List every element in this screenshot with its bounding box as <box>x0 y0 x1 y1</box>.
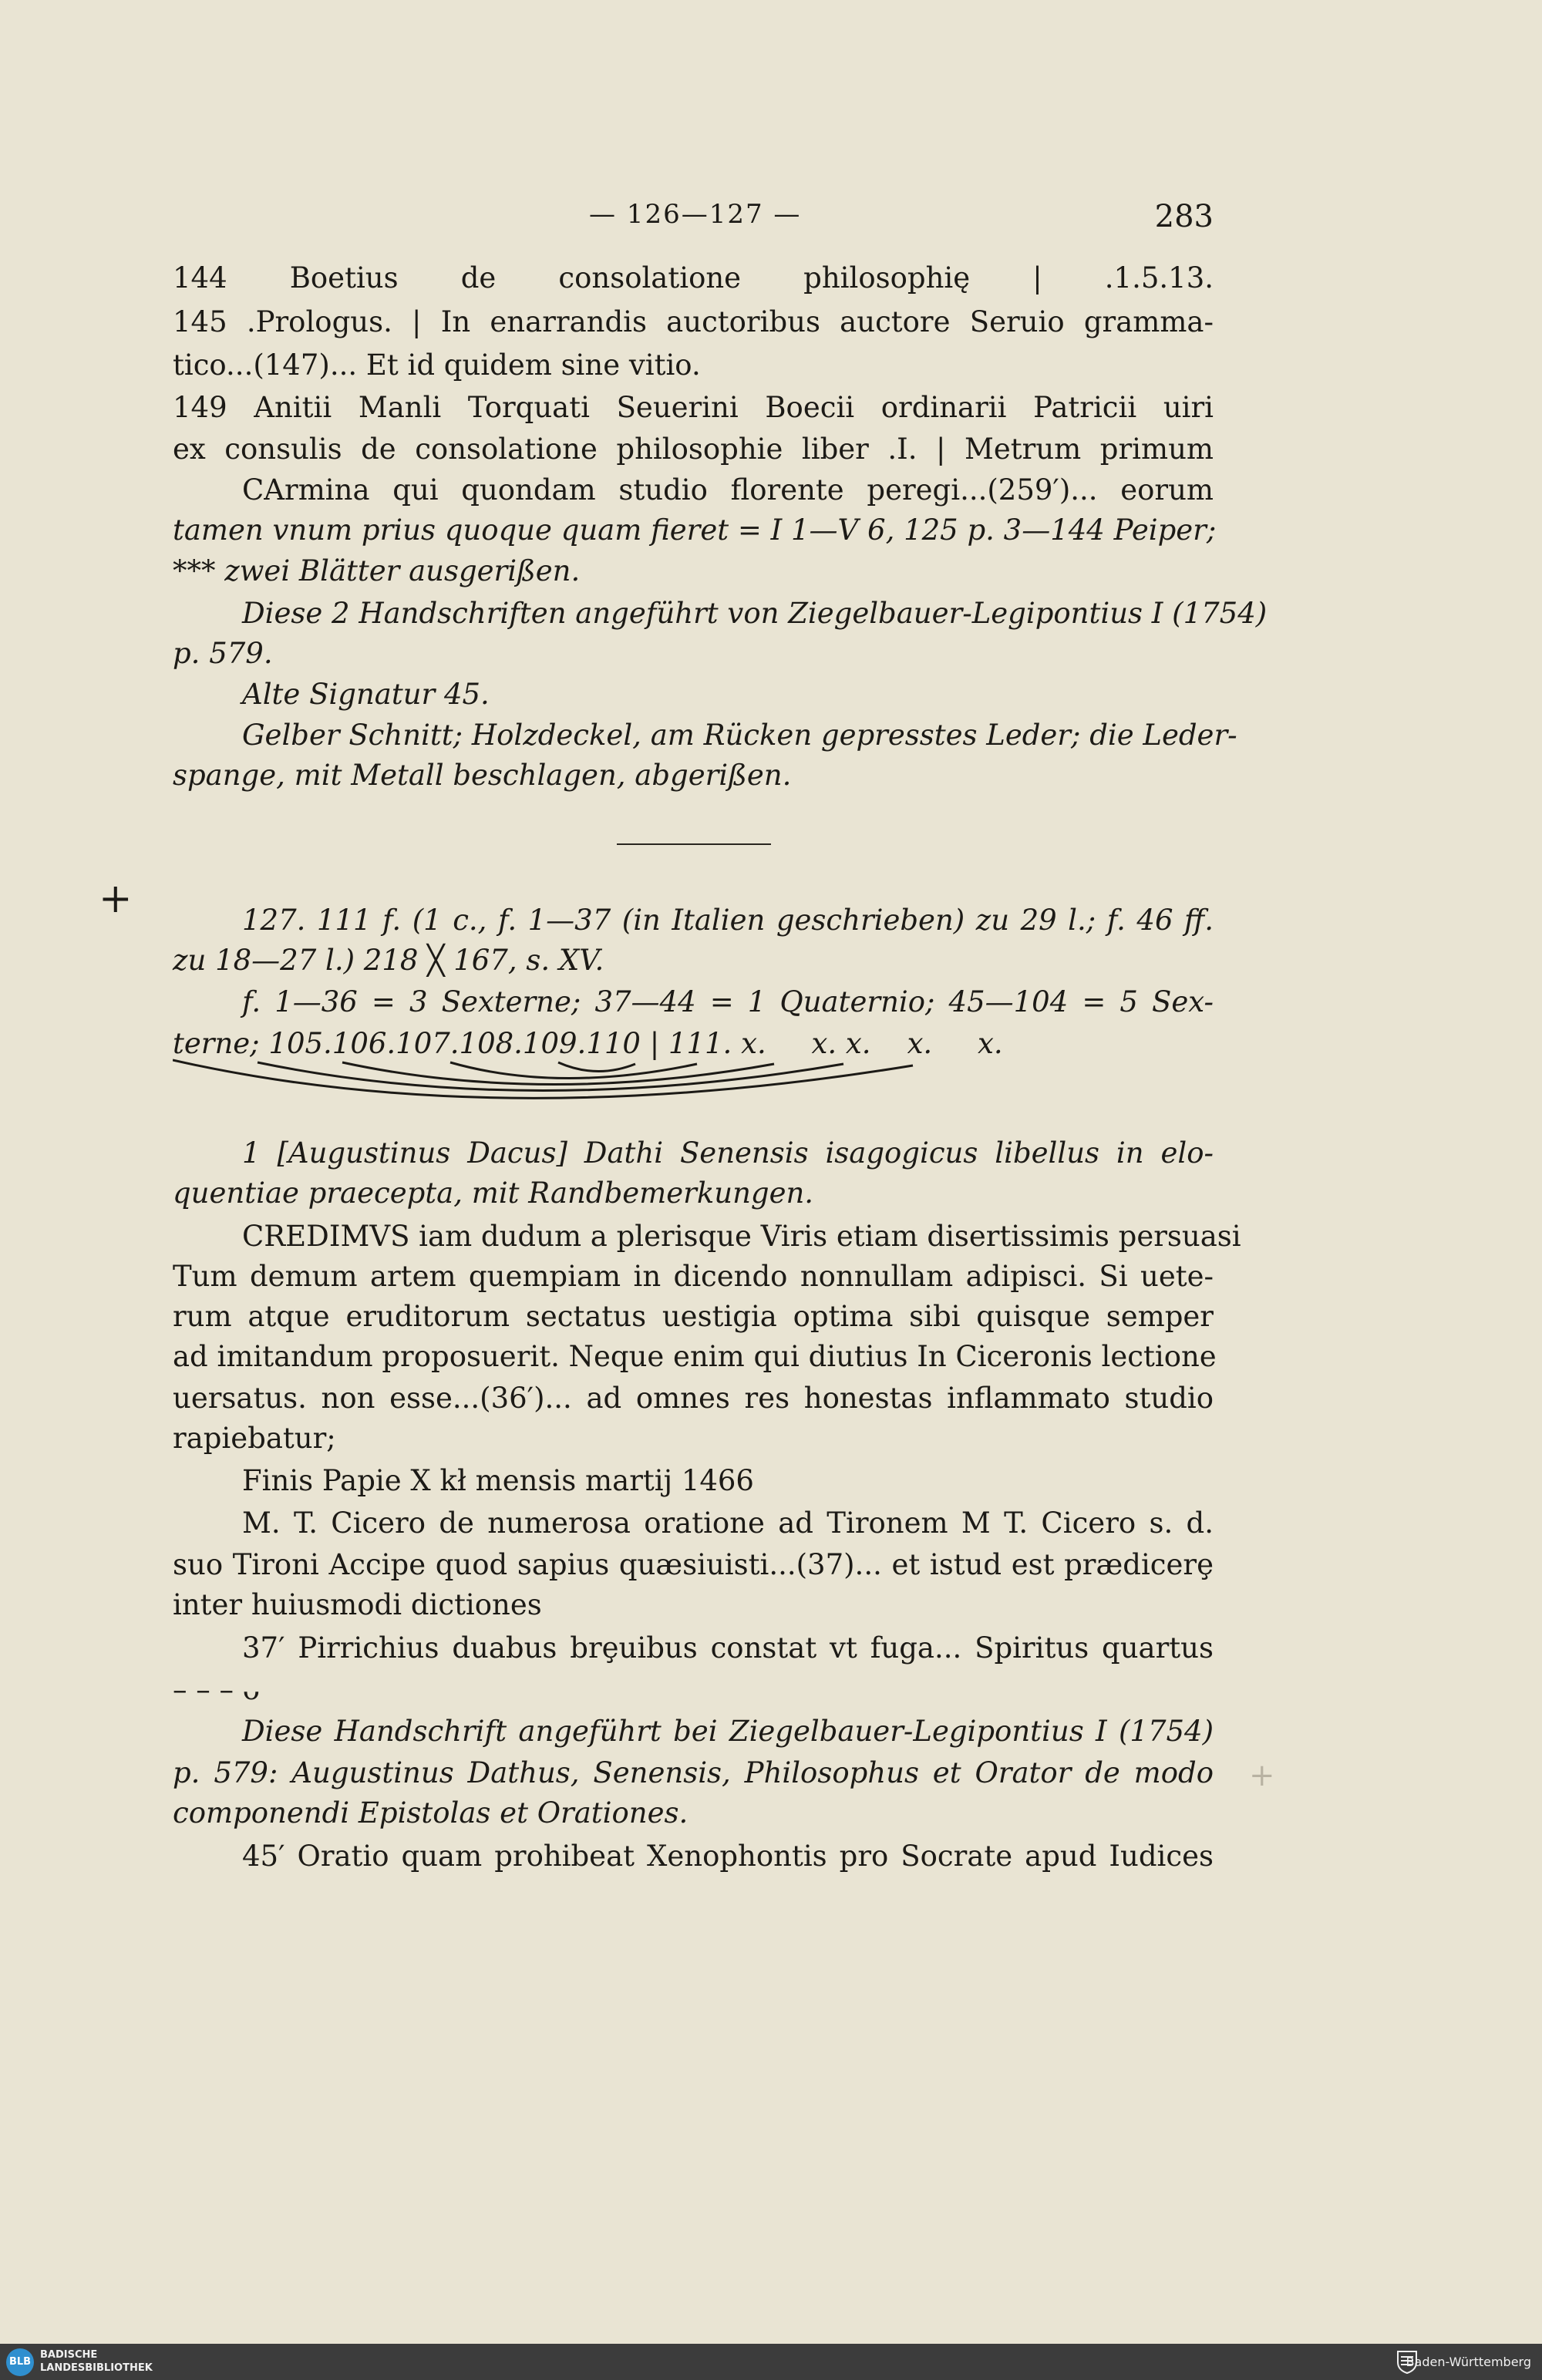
blb-logo-icon[interactable]: BLB <box>6 2348 34 2376</box>
text-line: uersatus. non esse...(36′)... ad omnes res honestas inflammato studio <box>173 1382 1214 1415</box>
text-line: zu 18—27 l.) 218 ╳ 167, s. XV. <box>173 944 604 977</box>
text-line: rum atque eruditorum sectatus uestigia optima sibi quisque semper <box>173 1300 1214 1333</box>
metrical-mark: – – – ᴗ <box>173 1673 261 1706</box>
text-line: 144 Boetius de consolatione philosophię | .1.5.13. <box>173 261 1214 295</box>
text-line: rapiebatur; <box>173 1422 336 1455</box>
text-line: terne; 105.106.107.108.109.110 | 111. x. x. x. x. x. <box>173 1027 1003 1060</box>
text-line: CArmina qui quondam studio florente peregi...(259′)... eorum <box>242 473 1214 507</box>
library-name-line-2: LANDESBIBLIOTHEK <box>40 2362 153 2374</box>
library-name[interactable] <box>40 2348 153 2375</box>
state-name[interactable]: Baden-Württemberg <box>1406 2355 1531 2369</box>
page-number: 283 <box>1154 199 1214 234</box>
text-line: M. T. Cicero de numerosa oratione ad Tironem M T. Cicero s. d. <box>242 1506 1214 1540</box>
text-line: Diese Handschrift angeführt bei Ziegelbauer-Legipontius I (1754) <box>242 1715 1214 1748</box>
section-divider <box>617 843 771 845</box>
text-line: Tum demum artem quempiam in dicendo nonnullam adipisci. Si uete- <box>173 1260 1214 1293</box>
text-line: Alte Signatur 45. <box>242 678 490 711</box>
text-line: Diese 2 Handschriften angeführt von Ziegelbauer-Legipontius I (1754) <box>242 597 1268 630</box>
quire-arcs <box>173 1056 990 1126</box>
text-line: 1 [Augustinus Dacus] Dathi Senensis isagogicus libellus in elo- <box>242 1136 1214 1170</box>
text-line: 149 Anitii Manli Torquati Seuerini Boecii ordinarii Patricii uiri <box>173 391 1214 424</box>
page-header <box>173 199 1214 237</box>
text-line: CREDIMVS iam dudum a plerisque Viris etiam disertissimis persuasi <box>242 1220 1241 1253</box>
margin-cross-left: + <box>99 876 133 922</box>
text-line: *** zwei Blätter ausgerißen. <box>173 554 581 587</box>
text-line: tico...(147)... Et id quidem sine vitio. <box>173 348 701 382</box>
text-line: ex consulis de consolatione philosophie liber .I. | Metrum primum <box>173 433 1214 466</box>
running-title: — 126—127 — <box>589 199 802 230</box>
text-line: spange, mit Metall beschlagen, abgerißen. <box>173 759 792 792</box>
text-line: Finis Papie X kł mensis martij 1466 <box>242 1464 754 1497</box>
text-line: 45′ Oratio quam prohibeat Xenophontis pro Socrate apud Iudices <box>242 1840 1214 1873</box>
text-line: ad imitandum proposuerit. Neque enim qui diutius In Ciceronis lectione <box>173 1340 1217 1373</box>
entry-heading-127: 127. 111 f. (1 c., f. 1—37 (in Italien geschrieben) zu 29 l.; f. 46 ff. <box>242 904 1214 937</box>
text-line: p. 579: Augustinus Dathus, Senensis, Philosophus et Orator de modo <box>173 1756 1214 1789</box>
text-line: tamen vnum prius quoque quam fieret = I 1—V 6, 125 p. 3—144 Peiper; <box>173 513 1217 547</box>
viewer-footer <box>0 2344 1542 2380</box>
text-line: Gelber Schnitt; Holzdeckel, am Rücken gepresstes Leder; die Leder- <box>242 719 1237 752</box>
text-line: f. 1—36 = 3 Sexterne; 37—44 = 1 Quaternio; 45—104 = 5 Sex- <box>242 985 1214 1018</box>
margin-cross-right: + <box>1249 1758 1275 1793</box>
text-line: 37′ Pirrichius duabus brȩuibus constat vt fuga... Spiritus quartus <box>242 1631 1214 1665</box>
text-line: componendi Epistolas et Orationes. <box>173 1796 689 1830</box>
text-line: p. 579. <box>173 637 273 670</box>
text-line: quentiae praecepta, mit Randbemerkungen. <box>173 1177 814 1210</box>
text-line: suo Tironi Accipe quod sapius quæsiuisti...(37)... et istud est prædicerȩ <box>173 1548 1214 1581</box>
text-line: 145 .Prologus. | In enarrandis auctoribus auctore Seruio gramma- <box>173 305 1214 338</box>
text-line: inter huiusmodi dictiones <box>173 1588 542 1621</box>
library-name-line-1: BADISCHE <box>40 2349 98 2361</box>
